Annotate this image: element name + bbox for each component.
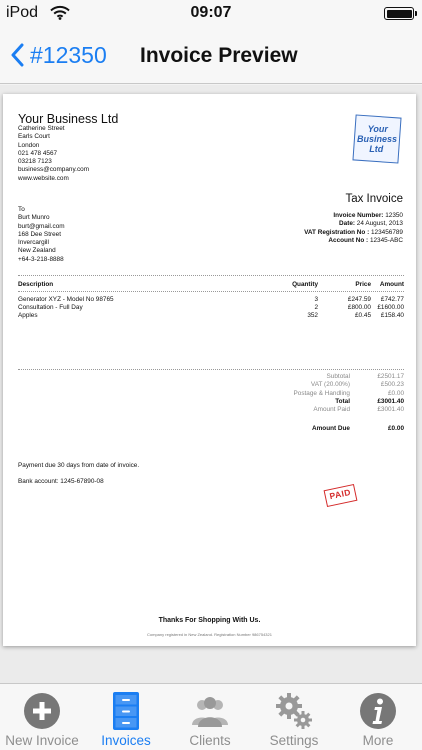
tab-invoices[interactable] (84, 684, 168, 750)
item-amount: £742.77 (380, 296, 404, 303)
address-line: London (18, 141, 40, 149)
totals-value: £2501.17 (377, 373, 404, 380)
item-description: Consultation - Full Day (18, 304, 83, 311)
tab-more[interactable] (336, 684, 420, 750)
totals-row (253, 398, 404, 406)
tab-label: New Invoice (5, 733, 79, 748)
plus-circle-icon (22, 691, 62, 731)
carrier-label: iPod (6, 4, 39, 21)
meta-label: VAT Registration No : (304, 228, 370, 236)
amount-due-value: £0.00 (388, 425, 404, 432)
payment-terms: Payment due 30 days from date of invoice. (18, 462, 140, 469)
meta-row (253, 220, 403, 228)
bank-account: Bank account: 1245-67890-08 (18, 478, 104, 485)
item-price: £800.00 (347, 304, 371, 311)
meta-value: 123456789 (371, 228, 403, 236)
tab-label: Settings (269, 733, 319, 748)
meta-value: 12345-ABC (369, 236, 403, 244)
gears-icon (274, 691, 314, 731)
address-line: business@company.com (18, 166, 90, 174)
tab-new-invoice[interactable] (0, 684, 84, 750)
thank-you-note: Thanks For Shopping With Us. (158, 617, 261, 624)
address-line: Catherine Street (18, 125, 65, 132)
tab-label: Invoices (101, 733, 151, 748)
business-logo (352, 114, 401, 163)
column-header-price: Price (355, 281, 371, 288)
totals-row (253, 373, 404, 381)
meta-value: 24 August, 2013 (356, 220, 403, 228)
amount-due-label: Amount Due (312, 425, 350, 432)
totals-value: £0.00 (388, 389, 404, 397)
totals-row (253, 390, 404, 398)
document-title: Tax Invoice (345, 193, 403, 205)
bill-to-line: Burt Munro (18, 214, 50, 222)
tab-settings[interactable] (252, 684, 336, 750)
bill-to-line: +64-3-218-8888 (18, 255, 64, 263)
items-table-header (18, 281, 404, 289)
totals-value: £3001.40 (377, 397, 404, 405)
amount-due-row (253, 425, 404, 433)
info-icon (358, 691, 398, 731)
meta-label: Date: (339, 220, 356, 228)
totals-value: £3001.40 (377, 406, 404, 414)
table-row (18, 304, 404, 312)
item-description: Generator XYZ - Model No 98765 (18, 296, 114, 303)
column-header-description: Description (18, 281, 54, 288)
battery-icon (384, 7, 414, 20)
bill-to-block (18, 206, 65, 264)
logo-text-line: Business (356, 134, 398, 144)
column-header-amount: Amount (379, 281, 404, 288)
address-line: 021 478 4567 (18, 149, 58, 157)
totals-block (253, 373, 404, 414)
invoice-preview-area[interactable] (0, 85, 422, 683)
totals-label: Postage & Handling (293, 389, 350, 397)
divider (18, 291, 404, 292)
back-button[interactable] (10, 40, 107, 70)
meta-value: 12350 (385, 212, 403, 219)
invoice-document (3, 94, 416, 646)
item-quantity: 352 (307, 312, 318, 319)
bill-to-line: burt@gmail.com (18, 222, 65, 230)
totals-label: Subtotal (326, 373, 350, 380)
column-header-quantity: Quantity (292, 281, 318, 288)
totals-label: VAT (20.00%) (310, 381, 350, 389)
back-button-label: #12350 (30, 41, 107, 68)
invoice-meta (253, 212, 403, 245)
bill-to-label: To (18, 206, 25, 213)
chevron-left-icon (10, 43, 24, 67)
navigation-bar (0, 26, 422, 84)
address-line: Earls Court (18, 133, 50, 141)
company-registration: Company registered in New Zealand. Registration Number 986754321 (147, 632, 272, 637)
totals-label: Total (335, 397, 350, 405)
bill-to-line: New Zealand (18, 247, 56, 255)
divider (18, 275, 404, 276)
clock: 09:07 (190, 4, 232, 21)
item-quantity: 3 (314, 296, 318, 303)
filing-cabinet-icon (106, 691, 146, 731)
tab-label: More (362, 733, 394, 748)
totals-label: Amount Paid (313, 406, 350, 414)
meta-row (253, 237, 403, 245)
table-row (18, 296, 404, 304)
business-name: Your Business Ltd (18, 112, 119, 126)
meta-label: Account No : (328, 236, 369, 244)
page-title: Invoice Preview (140, 44, 298, 67)
divider (18, 369, 404, 370)
meta-row (253, 229, 403, 237)
item-amount: £1600.00 (377, 304, 404, 311)
item-amount: £158.40 (380, 312, 404, 319)
paid-stamp: PAID (324, 484, 358, 507)
item-description: Apples (18, 312, 38, 319)
item-price: £0.45 (355, 312, 371, 319)
meta-label: Invoice Number: (333, 212, 384, 219)
address-line: 03218 7123 (18, 158, 52, 166)
tab-label: Clients (189, 733, 231, 748)
meta-row (253, 212, 403, 220)
item-price: £247.59 (347, 296, 371, 303)
bill-to-line: Invercargill (18, 239, 49, 247)
address-line: www.website.com (18, 174, 69, 182)
tab-bar (0, 683, 422, 750)
totals-row (253, 381, 404, 389)
totals-row (253, 406, 404, 414)
business-address (18, 125, 89, 183)
status-bar (0, 0, 422, 26)
logo-text-line: Ltd (369, 143, 384, 154)
item-quantity: 2 (314, 304, 318, 311)
totals-value: £500.23 (380, 381, 404, 389)
bill-to-line: 168 Dee Street (18, 230, 61, 238)
tab-clients[interactable] (168, 684, 252, 750)
logo-text-line: Your (367, 124, 388, 135)
table-row (18, 312, 404, 320)
people-icon (190, 691, 230, 731)
